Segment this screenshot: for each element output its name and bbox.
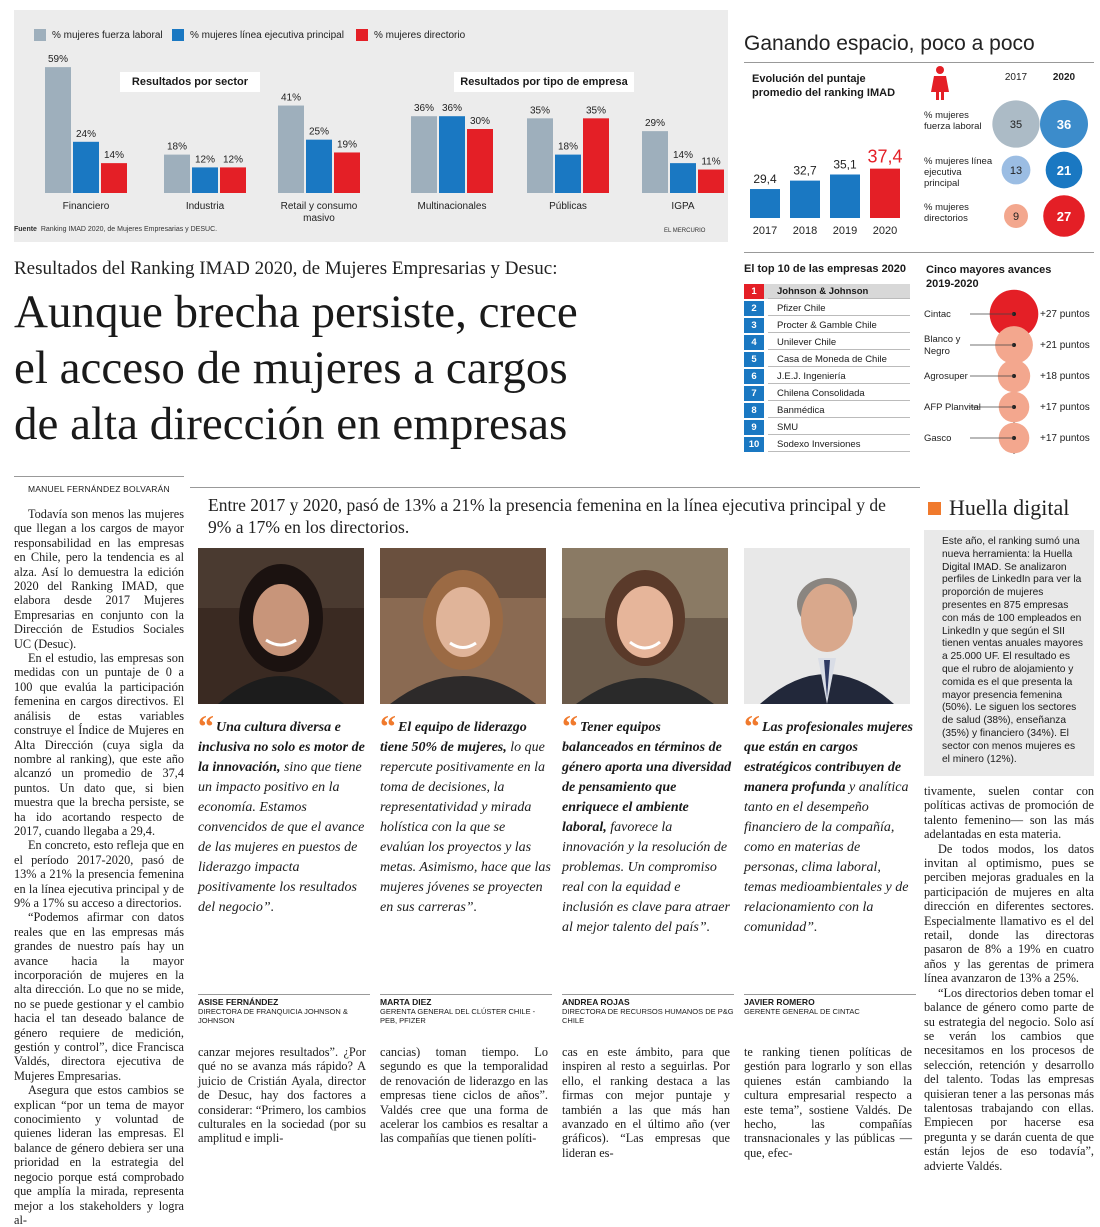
paragraph: te ranking tienen políticas de gestión para lograrlo y son ellas quienes están cambiando la cultura empresarial respecto a este tema”, sostiene Valdés. De hecho, las compañías transnacionales y las públicas —que, efec- xyxy=(744,1045,912,1160)
quote-mark-icon: “ xyxy=(562,708,578,744)
article-column-3 xyxy=(380,1045,548,1145)
quote-attribution xyxy=(744,994,916,1016)
bar-value-label: 59% xyxy=(47,54,69,66)
top10-rank: 5 xyxy=(744,352,764,367)
top10-company: Banmédica xyxy=(777,405,825,416)
portrait-image xyxy=(198,548,364,704)
headline-line1: Aunque brecha persiste, crece xyxy=(14,286,578,338)
bar-value-label: 12% xyxy=(222,154,244,166)
source-text: Ranking IMAD 2020, de Mujeres Empresarias y DESUC. xyxy=(40,226,218,233)
top10-rule xyxy=(768,298,910,299)
bar-2-4 xyxy=(583,118,609,193)
paragraph: canzar mejores resultados”. ¿Por qué no se avanza más rápido? A juicio de Cristián Ayala, director de Desuc, hay dos factores a considerar: “Primero, los cambios culturales en la sociedad (por su amplitud e impli- xyxy=(198,1045,366,1146)
top10-item xyxy=(744,352,910,367)
quote-text: sino que tiene un impacto positivo en la economía. Estamos convencidos de que el avance de las mujeres en puestos de liderazgo impacta positivamente los resultados del negocio”. xyxy=(198,760,365,915)
top10-rank: 8 xyxy=(744,403,764,418)
bubble-year-label: 2020 xyxy=(1052,72,1076,83)
paragraph: Todavía son menos las mujeres que llegan a los cargos de mayor responsabilidad en las empresas en Chile, pero la tendencia es al alza. Así lo demuestra la edición 2020 del Ranking IMAD, que elabora desde 2017 Mujeres Empresarias en conjunto con la Dirección de Estudios Sociales UC (Desuc). xyxy=(14,507,184,651)
quote-bold: Las profesionales mujeres que están en cargos estratégicos contribuyen de manera profunda xyxy=(744,720,913,795)
bubble-value-2017: 9 xyxy=(1012,211,1020,223)
paragraph: cas en este ámbito, para que inspiren al resto a seguirlas. Por ello, el ranking destaca a las firmas con mejor puntaje y también a las que más han avanzado en el último año (ver gráficos). “Las empresas que lideran es- xyxy=(562,1045,730,1160)
category-label: IGPA xyxy=(671,201,695,212)
top10-rule xyxy=(768,366,910,367)
bubble-metric-label: directorios xyxy=(924,213,968,224)
sidebar-box xyxy=(924,530,1094,776)
legend-swatch-red xyxy=(356,29,368,41)
quote-bold: El equipo de liderazgo tiene 50% de mujeres, xyxy=(380,720,527,755)
bar-value-label: 25% xyxy=(308,126,330,138)
bar-value-label: 14% xyxy=(103,150,125,162)
advance-points: +18 puntos xyxy=(1040,371,1090,382)
bar-value-label: 14% xyxy=(672,150,694,162)
bar-value-label: 11% xyxy=(701,156,721,168)
group-title-tipo-empresa: Resultados por tipo de empresa xyxy=(454,72,634,92)
top10-item xyxy=(744,335,910,350)
bar-0-2 xyxy=(278,106,304,193)
article-kicker: Resultados del Ranking IMAD 2020, de Mujeres Empresarias y Desuc: xyxy=(14,258,558,279)
headline-line3: de alta dirección en empresas xyxy=(14,398,568,450)
quote-role: GERENTE GENERAL DE CINTAC xyxy=(744,1007,860,1016)
portrait-image xyxy=(744,548,910,704)
evolution-year-label: 2018 xyxy=(792,225,818,237)
top10-company: Procter & Gamble Chile xyxy=(777,320,877,331)
top10-company: J.E.J. Ingeniería xyxy=(777,371,846,382)
bubble-value-2020: 36 xyxy=(1056,117,1072,132)
bar-value-label: 19% xyxy=(336,139,358,151)
evolution-label: Evolución del puntaje promedio del ranking IMAD xyxy=(752,73,896,99)
bar-0-1 xyxy=(164,155,190,193)
sector-bar-chart xyxy=(14,10,728,242)
bar-2-2 xyxy=(334,152,360,193)
bar-value-label: 12% xyxy=(194,154,216,166)
bar-2-0 xyxy=(101,163,127,193)
article-column-4 xyxy=(562,1045,730,1160)
bar-1-2 xyxy=(306,140,332,193)
bubble-comparison-chart xyxy=(918,66,1098,246)
legend-item-linea-ejecutiva xyxy=(172,29,344,41)
paragraph: tivamente, suelen contar con políticas activas de promoción de talento femenino— son las más adelantadas en esta materia. xyxy=(924,784,1094,842)
quote-text: y analítica tanto en el desempeño financiero de la compañía, como en materias de personas, clima laboral, temas medioambientales y de relacionamiento con la comunidad”. xyxy=(744,780,909,935)
infographic-bottom-rule xyxy=(744,252,1094,253)
square-bullet-icon xyxy=(928,502,941,515)
paragraph: De todos modos, los datos invitan al optimismo, pues se perciben mejoras graduales en la participación de mujeres en alta dirección en diferentes sectores. Especialmente llamativo es el del retail, donde las directoras pasaron de 8% a 19% en cuatro años y las gerentas de primera línea avanzaron de 13% a 25%. xyxy=(924,841,1094,986)
top10-rank: 6 xyxy=(744,369,764,384)
pull-quote: Entre 2017 y 2020, pasó de 13% a 21% la presencia femenina en la línea ejecutiva principal y de 9% a 17% en los directorios. xyxy=(208,495,886,537)
paragraph: cancias) toman tiempo. Lo segundo es que la temporalidad de renovación de liderazgo en las empresas tiene ciclos de años”. Valdés cree que una forma de acelerar los cambios es resaltar a las compañías que tienen políti- xyxy=(380,1045,548,1146)
legend-label: % mujeres directorio xyxy=(374,29,466,41)
byline-rule xyxy=(14,476,184,477)
category-label: Financiero xyxy=(62,201,110,212)
evolution-value-label: 32,7 xyxy=(793,163,817,178)
advance-points: +17 puntos xyxy=(1040,433,1090,444)
bubble-metric-label: principal xyxy=(924,178,960,189)
portrait-marta-diez xyxy=(380,548,546,704)
top10-rule xyxy=(768,315,910,316)
quote-andrea-rojas xyxy=(562,708,734,938)
bar-2-3 xyxy=(467,129,493,193)
paragraph: “Podemos afirmar con datos reales que en las empresas más grandes de nuestro país hay un avance hacia la mayor incorporación de mujeres en la alta dirección. Lo que no se mide, no se puede gestionar y el cambio hacia el tan deseado balance de género requiere de medición, gestión y control”, dice Francisca Valdés, directora ejecutiva de Mujeres Empresarias. xyxy=(14,910,184,1083)
category-label: Multinacionales xyxy=(417,201,487,212)
paragraph: Asegura que estos cambios se explican “por un tema de mayor conocimiento y voluntad de quienes lideran las empresas. El balance de género debiera ser una prioridad en la estrategia del negocio porque está comprobado que amplía la mirada, representa mejor a los stakeholders y logra al- xyxy=(14,1083,184,1227)
advance-company: Cintac xyxy=(924,309,951,320)
quote-mark-icon: “ xyxy=(198,708,214,744)
quote-marta-diez xyxy=(380,708,552,918)
article-column-6 xyxy=(924,784,1094,1173)
bubble-value-2020: 21 xyxy=(1056,163,1072,178)
infographic-rule xyxy=(744,62,1094,63)
infographic-title: Ganando espacio, poco a poco xyxy=(744,32,1035,55)
top10-rule xyxy=(768,434,910,435)
top10-rule xyxy=(768,332,910,333)
evolution-value-label: 35,1 xyxy=(833,157,857,172)
top10-item xyxy=(744,284,910,299)
top10-rank: 9 xyxy=(744,420,764,435)
top10-rank: 2 xyxy=(744,301,764,316)
portrait-image xyxy=(562,548,728,704)
quote-attribution xyxy=(198,994,370,1025)
bar-value-label: 29% xyxy=(644,118,666,130)
quote-text: lo que repercute positivamente en la toma de decisiones, la representatividad y mirada holística con la que se evalúan los proyectos y las metas. Asimismo, hace que las mujeres jóvenes se proyecten en sus carreras”. xyxy=(380,740,551,915)
top10-item xyxy=(744,301,910,316)
headline-line2: el acceso de mujeres a cargos xyxy=(14,342,568,394)
advance-points: +17 puntos xyxy=(1040,402,1090,413)
chart-source xyxy=(14,226,217,233)
bar-value-label: 30% xyxy=(469,116,491,127)
quote-asise-fernandez xyxy=(198,708,370,918)
top10-company: SMU xyxy=(777,422,799,433)
quote-name: ASISE FERNÁNDEZ xyxy=(198,994,370,1007)
top10-item xyxy=(744,420,910,435)
bar-chart-canvas xyxy=(14,10,728,242)
category-label: Públicas xyxy=(549,201,587,212)
top10-rule xyxy=(768,400,910,401)
evolution-value-label: 37,4 xyxy=(867,146,903,167)
quote-name: JAVIER ROMERO xyxy=(744,994,916,1007)
advance-points: +21 puntos xyxy=(1040,340,1090,351)
top10-rule xyxy=(768,349,910,350)
advance-company: Negro xyxy=(924,346,950,357)
advance-company: Gasco xyxy=(924,433,952,444)
legend-swatch-blue xyxy=(172,29,184,41)
bar-value-label: 36% xyxy=(441,103,463,115)
article-headline xyxy=(14,284,724,452)
legend-swatch-gray xyxy=(34,29,46,41)
quote-attribution xyxy=(380,994,552,1025)
bar-value-label: 18% xyxy=(557,141,579,153)
top10-company: Sodexo Inversiones xyxy=(777,439,861,450)
quote-text: favorece la innovación y la resolución de problemas. Un compromiso real con la equidad e inclusión es clave para atraer al mejor talento del país”. xyxy=(562,820,730,935)
bubble-metric-label: ejecutiva xyxy=(924,167,962,178)
advances-chart xyxy=(918,290,1096,460)
sidebar-title-text: Huella digital xyxy=(949,495,1070,520)
paragraph: En concreto, esto refleja que en el período 2017-2020, pasó de 13% a 21% la presencia femenina en la línea ejecutiva principal y de 9% a 17% su acceso a directorios. xyxy=(14,838,184,910)
bar-0-5 xyxy=(642,131,668,193)
advance-points: +27 puntos xyxy=(1040,309,1090,320)
bubble-metric-label: % mujeres xyxy=(924,202,969,213)
category-label: Retail y consumo xyxy=(280,201,358,212)
paragraph: En el estudio, las empresas son medidas con un puntaje de 0 a 100 que evalúa la participación femenina en cargos directivos. El análisis de estas variables construye el Índice de Mujeres en Alta Dirección (cuya sigla da nombre al ranking), que este año alcanzó un promedio de 37,4 puntos. Un dato que, si bien muestra que la brecha persiste, se ha ido acortando respecto de 2017, cuando llegaba a 29,4. xyxy=(14,651,184,838)
advances-title xyxy=(926,263,1051,291)
bar-0-0 xyxy=(45,67,71,193)
quote-name: MARTA DIEZ xyxy=(380,994,552,1007)
quote-name: ANDREA ROJAS xyxy=(562,994,734,1007)
top10-item xyxy=(744,318,910,333)
evolution-year-label: 2020 xyxy=(872,225,898,237)
quote-bold: Una cultura diversa e inclusiva no solo es motor de la innovación, xyxy=(198,720,365,775)
advances-title-line1: Cinco mayores avances xyxy=(926,264,1052,276)
category-label-line2: masivo xyxy=(303,213,335,224)
category-label: Industria xyxy=(185,201,225,212)
quote-attribution xyxy=(562,994,734,1025)
evolution-value-label: 29,4 xyxy=(753,172,777,187)
evolution-bar-chart xyxy=(744,96,914,244)
top10-item xyxy=(744,437,910,452)
top10-company: Johnson & Johnson xyxy=(777,286,869,297)
quote-bold: Tener equipos balanceados en términos de género aporta una diversidad de pensamiento que enriquece el ambiente laboral, xyxy=(562,720,732,835)
quote-role: DIRECTORA DE FRANQUICIA JOHNSON & JOHNSON xyxy=(198,1007,348,1025)
bubble-value-2017: 35 xyxy=(1009,119,1023,131)
article-column-1 xyxy=(14,507,184,1227)
top10-rank: 7 xyxy=(744,386,764,401)
legend-item-fuerza-laboral xyxy=(34,29,163,41)
top10-rank: 4 xyxy=(744,335,764,350)
legend-label: % mujeres fuerza laboral xyxy=(52,29,163,41)
top10-company: Casa de Moneda de Chile xyxy=(777,354,887,365)
group-title-sector: Resultados por sector xyxy=(120,72,260,92)
top10-item xyxy=(744,403,910,418)
bar-value-label: 36% xyxy=(413,103,435,115)
top10-rule xyxy=(768,383,910,384)
top10-company: Chilena Consolidada xyxy=(777,388,865,399)
newspaper-credit: EL MERCURIO xyxy=(664,228,706,234)
advances-title-line2: 2019-2020 xyxy=(926,278,979,290)
bar-value-label: 24% xyxy=(75,128,97,140)
quote-javier-romero xyxy=(744,708,916,938)
article-column-5 xyxy=(744,1045,912,1160)
bubble-year-label: 2017 xyxy=(1004,72,1028,83)
bar-1-3 xyxy=(439,116,465,193)
portrait-image xyxy=(380,548,546,704)
bar-2-5 xyxy=(698,170,724,193)
bubble-metric-label: % mujeres línea xyxy=(924,156,993,167)
legend-label: % mujeres línea ejecutiva principal xyxy=(190,29,344,41)
top10-title: El top 10 de las empresas 2020 xyxy=(744,263,907,275)
evolution-bar-2017 xyxy=(750,189,780,218)
sidebar-body: Este año, el ranking sumó una nueva herramienta: la Huella Digital IMAD. Se analizaron perfiles de LinkedIn para ver la proporción de mujeres presentes en 875 empresas con más de 100 empleados en LinkedIn y que según el SII tienen ventas anuales mayores a 25.000 UF. El resultado es que el rubro de alojamiento y comida es el que presenta la mayor presencia femenina (50%). Le siguen los sectores de salud (38%), enseñanza (35%) y financiero (34%). El sector con menos mujeres es el minero (12%). xyxy=(942,536,1084,765)
sidebar-title xyxy=(928,495,1069,521)
top10-item xyxy=(744,369,910,384)
evolution-bar-2019 xyxy=(830,174,860,218)
quote-role: DIRECTORA DE RECURSOS HUMANOS DE P&G CHILE xyxy=(562,1007,734,1025)
top10-rule xyxy=(768,451,910,452)
article-column-2 xyxy=(198,1045,366,1145)
evolution-bar-2018 xyxy=(790,181,820,218)
evolution-year-label: 2019 xyxy=(832,225,858,237)
top10-company: Unilever Chile xyxy=(777,337,837,348)
top10-rank: 10 xyxy=(744,437,764,452)
bar-1-0 xyxy=(73,142,99,193)
bar-2-1 xyxy=(220,167,246,193)
quote-role: GERENTA GENERAL DEL CLÚSTER CHILE - PEB, PFIZER xyxy=(380,1007,536,1025)
advance-company: Agrosuper xyxy=(924,371,968,382)
bar-0-3 xyxy=(411,116,437,193)
bar-value-label: 35% xyxy=(585,105,607,117)
advance-company: Blanco y xyxy=(924,334,961,345)
bar-value-label: 41% xyxy=(280,92,302,104)
top10-rule xyxy=(768,417,910,418)
bubble-metric-label: fuerza laboral xyxy=(924,121,982,132)
pull-quote-rule xyxy=(190,487,920,488)
portrait-javier-romero xyxy=(744,548,910,704)
quote-mark-icon: “ xyxy=(744,708,760,744)
bar-1-5 xyxy=(670,163,696,193)
woman-icon xyxy=(931,66,949,100)
bubble-value-2017: 13 xyxy=(1009,165,1023,177)
portrait-andrea-rojas xyxy=(562,548,728,704)
bar-value-label: 18% xyxy=(166,141,188,153)
top10-rank: 3 xyxy=(744,318,764,333)
source-label: Fuente xyxy=(14,226,37,233)
bar-0-4 xyxy=(527,118,553,193)
top10-rank: 1 xyxy=(744,284,764,299)
bar-1-4 xyxy=(555,155,581,193)
byline: MANUEL FERNÁNDEZ BOLVARÁN xyxy=(28,484,170,494)
evolution-year-label: 2017 xyxy=(752,225,778,237)
bubble-metric-label: % mujeres xyxy=(924,110,969,121)
advance-company: AFP Planvital xyxy=(924,402,981,413)
legend-item-directorio xyxy=(356,29,465,41)
quote-mark-icon: “ xyxy=(380,708,396,744)
top10-company: Pfizer Chile xyxy=(777,303,826,314)
evolution-bar-2020 xyxy=(870,169,900,218)
paragraph: “Los directorios deben tomar el balance de género como parte de su estrategia del negocio. Solo así se verán los cambios que necesitamos en los procesos de selección, retención y desarrollo del talento. Todas las empresas quisieran tener a las personas más talentosas trabajando con ellas. Empiecen por hacerse esa pregunta y se darán cuenta de que están lejos de eso todavía”, advierte Valdés. xyxy=(924,985,1094,1173)
top10-item xyxy=(744,386,910,401)
bubble-value-2020: 27 xyxy=(1056,209,1072,224)
bar-1-1 xyxy=(192,167,218,193)
bar-value-label: 35% xyxy=(529,105,551,117)
portrait-asise-fernandez xyxy=(198,548,364,704)
